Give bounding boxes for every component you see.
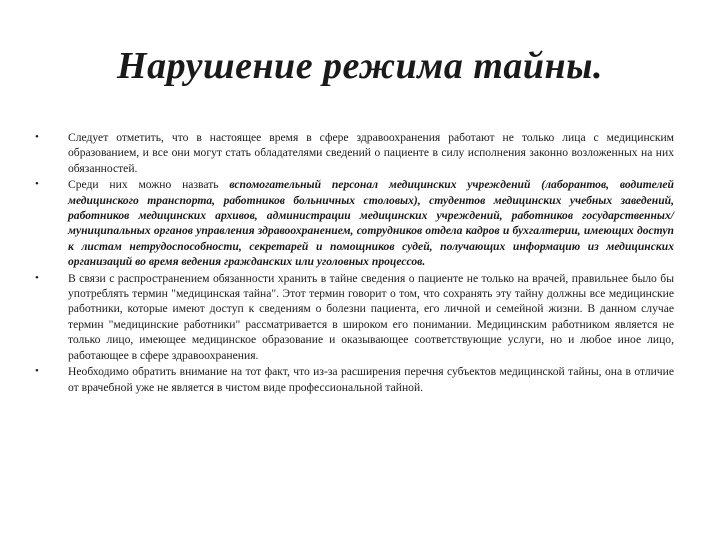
bullet-text: В связи с распространением обязанности хранить в тайне сведения о пациенте не только на врачей, правильнее было бы употреблять термин "медицинская тайна". Этот термин говорит о том, что сохранять эту тайну должны все медицинские работники, которые имеют доступ к сведениям о болезни пациента, его личной и семейной жизни. В данном случае термин "медицинские работники" рассматривается в широком его понимании. Медицинским работником является не только лицо, имеющее медицинское образование и оказывающее соответствующие услуги, но и любое иное лицо, работающее в сфере здравоохранения. — [68, 271, 674, 362]
bullet-text: Необходимо обратить внимание на тот факт, что из-за расширения перечня субъектов медицинской тайны, она в отличие от врачебной уже не является в чистом виде профессиональной тайной. — [68, 365, 674, 394]
bullet-dot-icon: • — [35, 271, 39, 284]
bullet-item — [35, 271, 674, 363]
slide-title: Нарушение режима тайны. — [117, 45, 603, 87]
bullet-list — [35, 130, 674, 396]
bullet-emphasis-text: вспомогательный персонал медицинских учреждений (лаборантов, водителей медицинского транспорта, работников больничных столовых), студентов медицинских учебных заведений, работников медицинских архивов, администрации медицинских учреждений, работников государственных/муниципальных органов управления здравоохранением, сотрудников отдела кадров и бухгалтерии, имеющих доступ к листам нетрудоспособности, секретарей и помощников судей, получающих информацию из медицинских организаций во время ведения гражданских или уголовных процессов. — [68, 178, 674, 269]
bullet-dot-icon: • — [35, 365, 39, 378]
bullet-dot-icon: • — [35, 178, 39, 191]
bullet-item — [35, 364, 674, 395]
bullet-item — [35, 130, 674, 176]
bullet-item — [35, 177, 674, 269]
bullet-dot-icon: • — [35, 131, 39, 143]
bullet-text: Следует отметить, что в настоящее время в сфере здравоохранения работают не только лица с медицинским образованием, и все они могут стать обладателями сведений о пациенте в силу исполнения законно возложенных на них обязанностей. — [68, 131, 674, 175]
bullet-text: Среди них можно назвать — [68, 178, 230, 192]
